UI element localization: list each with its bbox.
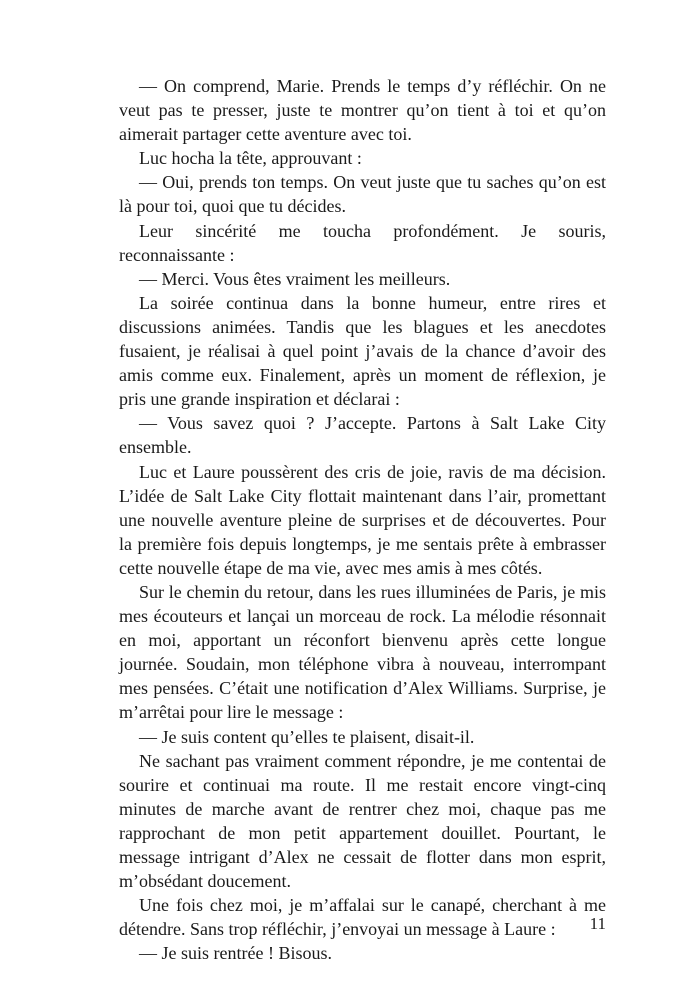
paragraph: Sur le chemin du retour, dans les rues illuminées de Paris, je mis mes écouteurs et lançai un morceau de rock. La mélodie résonnait en moi, apportant un réconfort bienvenu après cette longue journée. Soudain, mon téléphone vibra à nouveau, interrompant mes pensées. C’était une notification d’Alex Williams. Surprise, je m’arrêtai pour lire le message : bbox=[119, 581, 606, 723]
paragraph: — On comprend, Marie. Prends le temps d’y réfléchir. On ne veut pas te presser, juste te montrer qu’on tient à toi et qu’on aimerait partager cette aventure avec toi. bbox=[119, 76, 606, 145]
paragraph: Luc et Laure poussèrent des cris de joie, ravis de ma décision. L’idée de Salt Lake City flottait maintenant dans l’air, promettant une nouvelle aventure pleine de surprises et de découvertes. Pour la première fois depuis longtemps, je me sentais prête à embrasser cette nouvelle étape de ma vie, avec mes amis à mes côtés. bbox=[119, 461, 606, 578]
page-number: 11 bbox=[589, 914, 606, 933]
paragraph: Luc hocha la tête, approuvant : bbox=[139, 148, 362, 169]
paragraph: — Je suis content qu’elles te plaisent, disait-il. bbox=[139, 726, 475, 747]
body-text bbox=[119, 74, 606, 965]
paragraph: Ne sachant pas vraiment comment répondre, je me contentai de sourire et continuai ma route. Il me restait encore vingt-cinq minutes de marche avant de rentrer chez moi, chaque pas me rapprochant de mon petit appartement douillet. Pourtant, le message intrigant d’Alex ne cessait de flotter dans mon esprit, m’obsédant doucement. bbox=[119, 750, 606, 892]
paragraph: Une fois chez moi, je m’affalai sur le canapé, cherchant à me détendre. Sans trop réfléchir, j’envoyai un message à Laure : bbox=[119, 895, 606, 940]
paragraph: Leur sincérité me toucha profondément. Je souris, reconnaissante : bbox=[119, 220, 606, 265]
paragraph: — Vous savez quoi ? J’accepte. Partons à Salt Lake City ensemble. bbox=[119, 413, 606, 458]
paragraph: — Oui, prends ton temps. On veut juste que tu saches qu’on est là pour toi, quoi que tu décides. bbox=[119, 172, 606, 217]
paragraph: La soirée continua dans la bonne humeur, entre rires et discussions animées. Tandis que les blagues et les anecdotes fusaient, je réalisai à quel point j’avais de la chance d’avoir des amis comme eux. Finalement, après un moment de réflexion, je pris une grande inspiration et déclarai : bbox=[119, 292, 606, 410]
paragraph: — Merci. Vous êtes vraiment les meilleurs. bbox=[139, 268, 451, 289]
paragraph: — Je suis rentrée ! Bisous. bbox=[139, 943, 332, 964]
